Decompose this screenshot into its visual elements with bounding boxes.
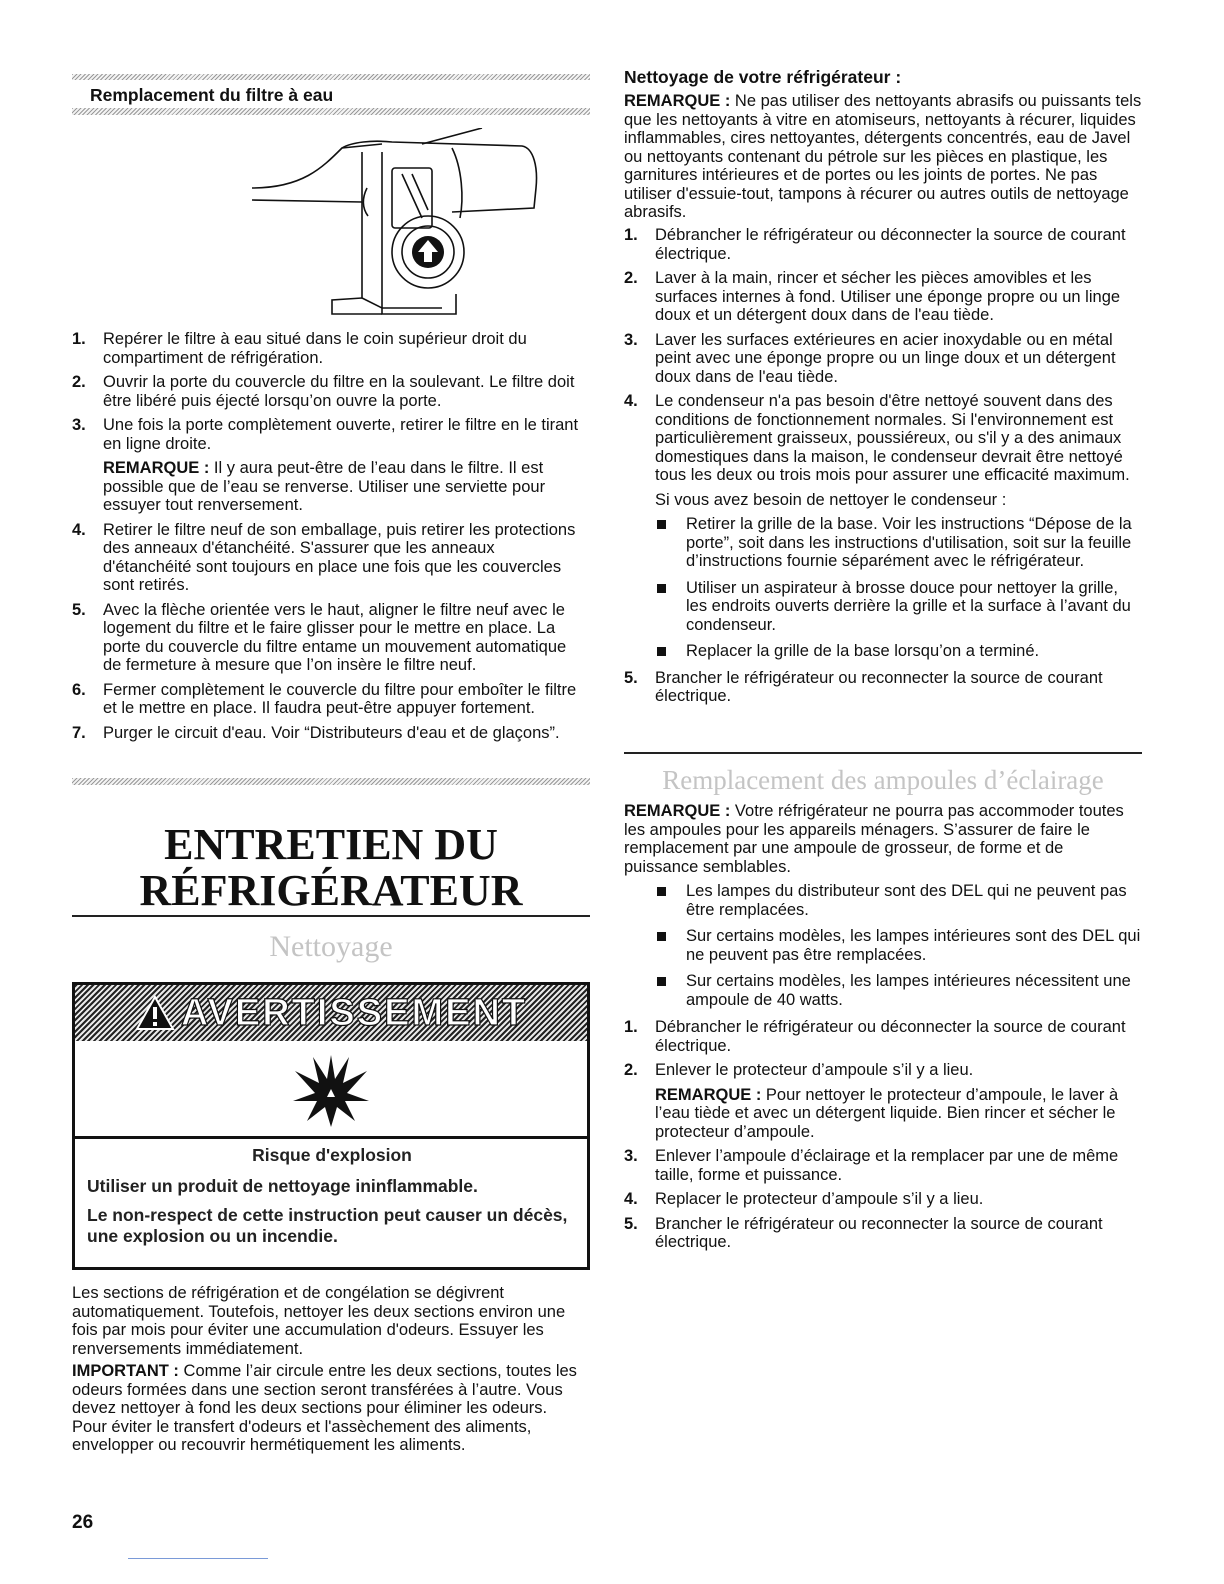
step-number: 4. — [72, 520, 86, 539]
list-item — [624, 669, 1142, 706]
step-number: 5. — [624, 668, 638, 687]
bullet-square-icon — [657, 520, 666, 529]
list-item — [72, 330, 582, 367]
list-item — [655, 579, 1142, 635]
important-text: Comme l’air circule entre les deux sections, toutes les odeurs formées dans une section seront transférées à l’autre. Vous devez nettoyer à fond les deux sections pour éliminer les odeurs. Pour éviter le transfert d'odeurs et l'assèchement des aliments, envelopper ou recouvrir hermétiquement les aliments. — [72, 1362, 577, 1454]
list-item — [624, 1190, 1142, 1209]
page-title-line-1: ENTRETIEN DU — [164, 820, 498, 869]
bulb-bullets — [655, 882, 1141, 1017]
step-note — [103, 459, 582, 515]
note-text: Ne pas utiliser des nettoyants abrasifs ou puissants tels que les nettoyants à vitre en atomiseurs, nettoyants à récurer, liquides inflammables, cires nettoyantes, détergents concentrés, eau de Javel ou nettoyants contenant du pétrole sur les pièces en plastique, les garnitures intérieures et de portes ou les joints de portes. Ne pas utiliser d'essuie-tout, tampons à récurer ou autres outils de nettoyage abrasifs. — [624, 92, 1142, 221]
cleaning-heading: Nettoyage de votre réfrigérateur : — [624, 67, 902, 87]
important-label: IMPORTANT : — [72, 1362, 179, 1380]
step-text: Ouvrir la porte du couvercle du filtre en la soulevant. Le filtre doit être libéré puis éjecté lorsqu’on ouvre la porte. — [103, 373, 575, 410]
list-item — [655, 882, 1141, 919]
step-text: Avec la flèche orientée vers le haut, aligner le filtre neuf avec le logement du filtre et le faire glisser pour le mettre en place. La porte du couvercle du filtre entame un mouvement automatique de fermeture à mesure que l’on insère le filtre neuf. — [103, 600, 567, 674]
list-item — [624, 1215, 1142, 1252]
condenser-intro: Si vous avez besoin de nettoyer le condenseur : — [655, 490, 1007, 509]
bullet-square-icon — [657, 977, 666, 986]
step-number: 5. — [72, 600, 86, 619]
warning-risk: Risque d'explosion — [252, 1145, 412, 1165]
bulb-note — [624, 802, 1142, 876]
list-item — [655, 927, 1141, 964]
step-text: Brancher le réfrigérateur ou reconnecter la source de courant électrique. — [655, 668, 1103, 705]
bullet-text: Les lampes du distributeur sont des DEL qui ne peuvent pas être remplacées. — [686, 882, 1127, 919]
step-text: Débrancher le réfrigérateur ou déconnecter la source de courant électrique. — [655, 1018, 1126, 1055]
filter-section-heading-block — [72, 74, 590, 115]
note-label: REMARQUE : — [103, 459, 210, 477]
step-text: Purger le circuit d'eau. Voir “Distributeurs d'eau et de glaçons”. — [103, 723, 560, 742]
step-number: 6. — [72, 680, 86, 699]
bullet-square-icon — [657, 584, 666, 593]
step-number: 2. — [624, 269, 638, 287]
cleaning-note — [624, 92, 1142, 222]
warning-text-area — [87, 1145, 577, 1247]
title-rule — [72, 915, 590, 917]
step-text: Replacer le protecteur d’ampoule s’il y a lieu. — [655, 1190, 984, 1208]
section-separator — [72, 778, 590, 785]
step-number: 4. — [624, 392, 638, 410]
step-text: Enlever le protecteur d’ampoule s’il y a lieu. — [655, 1061, 974, 1079]
explosion-icon — [291, 1049, 371, 1129]
bulb-steps-list — [624, 1018, 1142, 1258]
step-text: Enlever l’ampoule d’éclairage et la remplacer par une de même taille, forme et puissance. — [655, 1147, 1119, 1184]
step-text: Brancher le réfrigérateur ou reconnecter la source de courant électrique. — [655, 1214, 1103, 1251]
bullet-text: Sur certains modèles, les lampes intérieures sont des DEL qui ne peuvent pas être remplacées. — [686, 927, 1141, 964]
step-text: Le condenseur n'a pas besoin d'être nettoyé souvent dans des conditions de fonctionnement normales. Si l'environnement est particulièrement graisseux, poussiéreux, ou s'il y a des animaux domestiques dans la maison, le condenseur devrait être nettoyé tous les deux ou trois mois pour assurer une efficacité maximum. — [655, 392, 1130, 484]
note-label: REMARQUE : — [655, 1085, 762, 1104]
cleaning-steps-list — [624, 226, 1142, 712]
step-number: 2. — [72, 373, 86, 391]
step-text: Retirer le filtre neuf de son emballage, puis retirer les protections des anneaux d'étanchéité. S'assurer que les anneaux d'étanchéité sont toujours en place une fois que les couvercles sont retirés. — [103, 520, 576, 594]
filter-steps-list — [72, 330, 582, 748]
bullet-square-icon — [657, 932, 666, 941]
list-item — [655, 972, 1141, 1009]
bullet-text: Replacer la grille de la base lorsqu’on a terminé. — [686, 642, 1040, 660]
condenser-bullets — [655, 515, 1142, 661]
step-number: 5. — [624, 1214, 638, 1233]
list-item — [624, 331, 1142, 387]
list-item — [655, 515, 1142, 571]
list-item — [624, 226, 1142, 263]
heading-hatch-bottom — [72, 108, 590, 115]
bullet-text: Retirer la grille de la base. Voir les instructions “Dépose de la porte”, soit dans les instructions d'utilisation, soit sur la feuille d’instructions fournie séparément avec le réfrigérateur. — [686, 515, 1132, 570]
step-number: 1. — [72, 330, 86, 348]
list-item — [624, 269, 1142, 325]
bulb-section-title: Remplacement des ampoules d’éclairage — [662, 765, 1104, 795]
note-label: REMARQUE : — [624, 802, 731, 820]
step-number: 7. — [72, 723, 86, 742]
step-text: Laver les surfaces extérieures en acier inoxydable ou en métal peint avec une éponge propre ou un linge doux et un détergent doux dans de l'eau tiède. — [655, 330, 1116, 386]
list-item — [72, 373, 582, 410]
step-number: 2. — [624, 1061, 638, 1079]
water-filter-illustration — [242, 128, 542, 324]
step-number: 1. — [624, 1018, 638, 1036]
list-item — [72, 601, 582, 675]
step-number: 4. — [624, 1190, 638, 1208]
list-item — [624, 1061, 1142, 1141]
step-text: Repérer le filtre à eau situé dans le coin supérieur droit du compartiment de réfrigération. — [103, 330, 527, 367]
step-number: 3. — [72, 416, 86, 434]
step-text: Fermer complètement le couvercle du filtre pour emboîter le filtre et le mettre en place. Il faudra peut-être appuyer fortement. — [103, 680, 577, 717]
list-item — [72, 416, 582, 515]
step-text: Une fois la porte complètement ouverte, retirer le filtre en le tirant en ligne droite. — [103, 416, 579, 453]
list-item — [624, 392, 1142, 661]
warning-header-text: AVERTISSEMENT — [180, 991, 528, 1034]
step-text: Débrancher le réfrigérateur ou déconnecter la source de courant électrique. — [655, 226, 1126, 263]
step-number: 1. — [624, 226, 638, 244]
warning-triangle-icon — [135, 995, 175, 1031]
list-item — [72, 681, 582, 718]
bullet-text: Utiliser un aspirateur à brosse douce pour nettoyer la grille, les endroits ouverts derrière la grille et la surface à l’avant du condenseur. — [686, 578, 1131, 634]
filter-section-heading: Remplacement du filtre à eau — [90, 85, 334, 105]
subsection-title: Nettoyage — [269, 930, 393, 963]
list-item — [72, 724, 582, 743]
step-number: 3. — [624, 330, 638, 349]
bulb-section-rule — [624, 752, 1142, 754]
warning-consequence: Le non-respect de cette instruction peut causer un décès, une explosion ou un incendie. — [87, 1205, 568, 1246]
note-text: Pour nettoyer le protecteur d’ampoule, le laver à l’eau tiède et avec un détergent liquide. Bien rincer et sécher le protecteur d’ampoule. — [655, 1085, 1119, 1141]
note-text: Il y aura peut-être de l’eau dans le filtre. Il est possible que de l’eau se renverse. Utiliser une serviette pour essuyer tout renversement. — [103, 459, 546, 514]
list-item — [624, 1018, 1142, 1055]
footer-link-rule — [128, 1558, 268, 1559]
important-paragraph — [72, 1362, 586, 1455]
defrost-paragraph: Les sections de réfrigération et de congélation se dégivrent automatiquement. Toutefois, nettoyer les deux sections environ une fois par mois pour éviter une accumulation d'odeurs. Essuyer les renversements immédiatement. — [72, 1284, 566, 1358]
step-text: Laver à la main, rincer et sécher les pièces amovibles et les surfaces internes à fond. Utiliser une éponge propre ou un linge doux et un détergent doux dans de l'eau tiède. — [655, 269, 1121, 324]
warning-instruction: Utiliser un produit de nettoyage ininflammable. — [87, 1176, 478, 1196]
bullet-square-icon — [657, 887, 666, 896]
step-note — [655, 1086, 1142, 1142]
warning-symbol-area — [75, 1041, 587, 1139]
list-item — [624, 1147, 1142, 1184]
note-text: Votre réfrigérateur ne pourra pas accommoder toutes les ampoules pour les appareils ménagers. S’assurer de faire le remplacement par une ampoule de grosseur, de forme et de puissance semblables. — [624, 802, 1124, 876]
page-number: 26 — [72, 1512, 94, 1533]
note-label: REMARQUE : — [624, 92, 731, 110]
warning-box — [72, 982, 590, 1270]
warning-header — [75, 985, 587, 1041]
step-number: 3. — [624, 1147, 638, 1165]
list-item — [655, 642, 1142, 661]
page-title — [72, 822, 590, 914]
bullet-square-icon — [657, 647, 666, 656]
bullet-text: Sur certains modèles, les lampes intérieures nécessitent une ampoule de 40 watts. — [686, 972, 1131, 1009]
page-title-line-2: RÉFRIGÉRATEUR — [139, 866, 523, 915]
list-item — [72, 521, 582, 595]
